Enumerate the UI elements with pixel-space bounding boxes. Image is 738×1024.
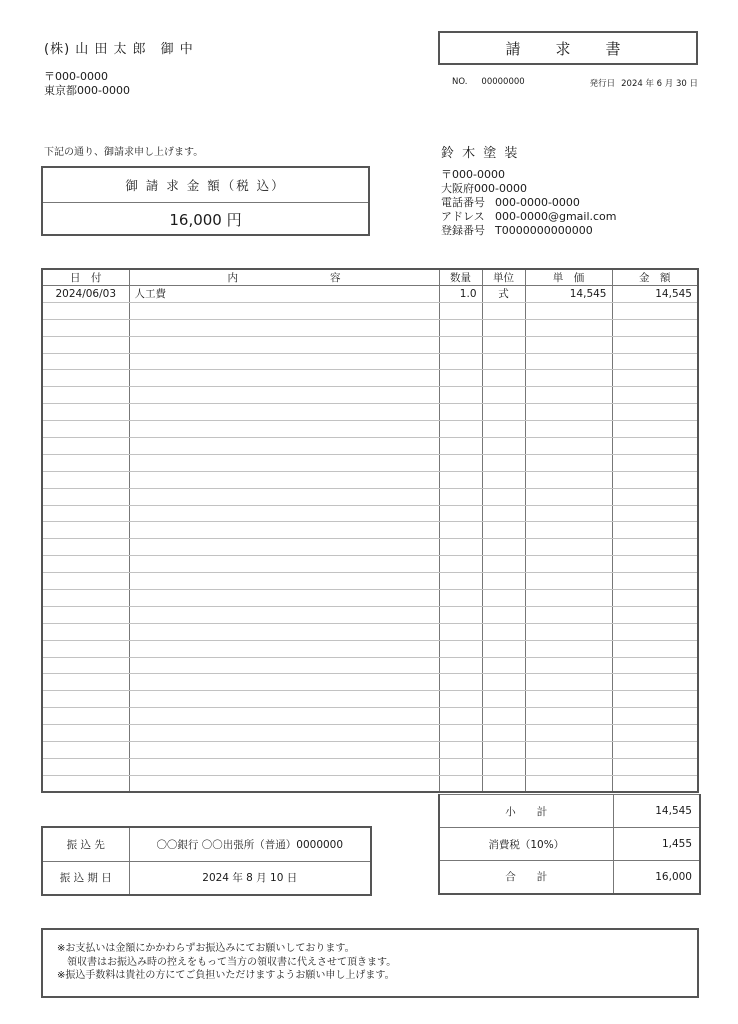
empty-cell <box>439 454 482 471</box>
empty-cell <box>129 606 439 623</box>
total-value: 16,000 <box>613 861 700 894</box>
header-qty: 数量 <box>439 269 482 286</box>
empty-cell <box>42 302 129 319</box>
empty-cell <box>612 522 698 539</box>
empty-cell <box>42 725 129 742</box>
empty-cell <box>482 319 525 336</box>
table-row-empty <box>42 623 698 640</box>
empty-cell <box>42 488 129 505</box>
total-label: 合 計 <box>439 861 613 894</box>
table-row-empty <box>42 640 698 657</box>
empty-cell <box>42 758 129 775</box>
empty-cell <box>482 522 525 539</box>
table-row-empty <box>42 438 698 455</box>
empty-cell <box>525 725 612 742</box>
empty-cell <box>129 742 439 759</box>
bank-due-row <box>42 861 371 895</box>
empty-cell <box>129 421 439 438</box>
table-row-empty <box>42 302 698 319</box>
totals-table <box>438 794 701 895</box>
empty-cell <box>482 454 525 471</box>
empty-cell <box>612 539 698 556</box>
empty-cell <box>525 370 612 387</box>
sender-name: 鈴 木 塗 装 <box>441 146 520 161</box>
table-row-empty <box>42 404 698 421</box>
empty-cell <box>129 319 439 336</box>
sender-address: 大阪府000-0000 <box>441 182 527 195</box>
amount-box <box>41 166 370 236</box>
empty-cell <box>612 657 698 674</box>
empty-cell <box>42 606 129 623</box>
reg-label: 登録番号 <box>441 224 485 237</box>
table-row-empty <box>42 590 698 607</box>
empty-cell <box>129 691 439 708</box>
header-price: 単 価 <box>525 269 612 286</box>
empty-cell <box>129 488 439 505</box>
cell-qty: 1.0 <box>439 286 482 303</box>
empty-cell <box>439 522 482 539</box>
empty-cell <box>439 674 482 691</box>
empty-cell <box>525 336 612 353</box>
empty-cell <box>42 674 129 691</box>
empty-cell <box>525 302 612 319</box>
empty-cell <box>129 404 439 421</box>
empty-cell <box>482 421 525 438</box>
table-row-empty <box>42 758 698 775</box>
empty-cell <box>129 590 439 607</box>
sender-reg-row <box>441 224 617 238</box>
empty-cell <box>612 454 698 471</box>
table-row-empty <box>42 336 698 353</box>
empty-cell <box>42 319 129 336</box>
empty-cell <box>129 454 439 471</box>
recipient-address: 東京都000-0000 <box>44 84 130 97</box>
empty-cell <box>482 336 525 353</box>
empty-cell <box>525 590 612 607</box>
empty-cell <box>439 775 482 792</box>
empty-cell <box>42 691 129 708</box>
empty-cell <box>612 471 698 488</box>
empty-cell <box>482 539 525 556</box>
empty-cell <box>482 775 525 792</box>
empty-cell <box>482 404 525 421</box>
empty-cell <box>439 657 482 674</box>
empty-cell <box>612 336 698 353</box>
empty-cell <box>612 775 698 792</box>
empty-cell <box>525 404 612 421</box>
tax-label: 消費税（10%） <box>439 828 613 861</box>
empty-cell <box>525 522 612 539</box>
empty-cell <box>439 539 482 556</box>
note-line: ※振込手数料は貴社の方にてご負担いただけますようお願い申し上げます。 <box>57 970 395 981</box>
empty-cell <box>482 590 525 607</box>
table-row-empty <box>42 742 698 759</box>
table-row-empty <box>42 539 698 556</box>
empty-cell <box>439 336 482 353</box>
empty-cell <box>129 539 439 556</box>
table-header-row <box>42 269 698 286</box>
sender-phone-row <box>441 196 617 210</box>
table-row-empty <box>42 775 698 792</box>
empty-cell <box>42 573 129 590</box>
bank-dest-value: 〇〇銀行 〇〇出張所（普通）0000000 <box>129 827 371 861</box>
bank-dest-label: 振 込 先 <box>66 838 105 851</box>
sender-phone: 000-0000-0000 <box>495 196 580 209</box>
empty-cell <box>42 404 129 421</box>
empty-cell <box>482 505 525 522</box>
empty-cell <box>439 353 482 370</box>
empty-cell <box>525 691 612 708</box>
empty-cell <box>612 387 698 404</box>
cell-unit: 式 <box>482 286 525 303</box>
empty-cell <box>612 353 698 370</box>
empty-cell <box>525 758 612 775</box>
empty-cell <box>439 573 482 590</box>
document-title: 請 求 書 <box>438 31 698 65</box>
table-row-empty <box>42 454 698 471</box>
empty-cell <box>482 758 525 775</box>
empty-cell <box>525 539 612 556</box>
empty-cell <box>525 353 612 370</box>
empty-cell <box>525 505 612 522</box>
empty-cell <box>612 725 698 742</box>
bank-table <box>41 826 372 896</box>
subtotal-row <box>439 795 700 828</box>
empty-cell <box>129 556 439 573</box>
empty-cell <box>525 319 612 336</box>
empty-cell <box>482 353 525 370</box>
empty-cell <box>482 370 525 387</box>
empty-cell <box>42 522 129 539</box>
empty-cell <box>525 708 612 725</box>
empty-cell <box>525 454 612 471</box>
table-row-empty <box>42 505 698 522</box>
issue-date: 2024 年 6 月 30 日 <box>621 79 698 89</box>
empty-cell <box>482 387 525 404</box>
tax-row <box>439 828 700 861</box>
empty-cell <box>129 522 439 539</box>
bank-due-value: 2024 年 8 月 10 日 <box>129 861 371 895</box>
note-line: 領収書はお振込み時の控えをもって当方の領収書に代えさせて頂きます。 <box>57 956 397 968</box>
empty-cell <box>129 353 439 370</box>
table-row-empty <box>42 387 698 404</box>
header-desc-right: 容 <box>330 272 341 284</box>
issue-date-label: 発行日 <box>589 79 616 89</box>
empty-cell <box>525 674 612 691</box>
cell-desc: 人工費 <box>129 286 439 303</box>
empty-cell <box>42 438 129 455</box>
empty-cell <box>439 640 482 657</box>
table-row-empty <box>42 421 698 438</box>
empty-cell <box>129 708 439 725</box>
empty-cell <box>42 353 129 370</box>
header-desc <box>129 269 439 286</box>
note-line: ※お支払いは金額にかかわらずお振込みにてお願いしております。 <box>57 943 355 954</box>
subtotal-value: 14,545 <box>613 795 700 828</box>
empty-cell <box>612 438 698 455</box>
empty-cell <box>42 556 129 573</box>
empty-cell <box>42 742 129 759</box>
empty-cell <box>129 336 439 353</box>
amount-label: 御 請 求 金 額（税 込） <box>43 168 368 203</box>
empty-cell <box>129 438 439 455</box>
empty-cell <box>482 471 525 488</box>
empty-cell <box>525 573 612 590</box>
empty-cell <box>129 471 439 488</box>
table-row-empty <box>42 488 698 505</box>
invoice-number: 00000000 <box>481 77 525 87</box>
empty-cell <box>439 404 482 421</box>
empty-cell <box>612 319 698 336</box>
empty-cell <box>129 623 439 640</box>
empty-cell <box>439 606 482 623</box>
empty-cell <box>129 302 439 319</box>
empty-cell <box>129 725 439 742</box>
empty-cell <box>612 370 698 387</box>
table-row-empty <box>42 606 698 623</box>
empty-cell <box>612 640 698 657</box>
empty-cell <box>439 471 482 488</box>
sender-postal: 〒000-0000 <box>441 168 505 181</box>
empty-cell <box>525 387 612 404</box>
table-row-empty <box>42 556 698 573</box>
empty-cell <box>42 640 129 657</box>
empty-cell <box>525 471 612 488</box>
empty-cell <box>612 556 698 573</box>
recipient-postal: 〒000-0000 <box>44 70 108 83</box>
empty-cell <box>439 438 482 455</box>
empty-cell <box>129 674 439 691</box>
empty-cell <box>439 725 482 742</box>
header-date: 日 付 <box>42 269 129 286</box>
empty-cell <box>525 438 612 455</box>
empty-cell <box>612 573 698 590</box>
empty-cell <box>42 471 129 488</box>
empty-cell <box>439 590 482 607</box>
empty-cell <box>482 488 525 505</box>
empty-cell <box>482 691 525 708</box>
header-desc-left: 内 <box>227 272 238 284</box>
document-meta <box>452 77 698 89</box>
table-row-empty <box>42 353 698 370</box>
empty-cell <box>482 438 525 455</box>
empty-cell <box>129 370 439 387</box>
header-unit: 単位 <box>482 269 525 286</box>
empty-cell <box>482 742 525 759</box>
sender-email-row <box>441 210 617 224</box>
phone-label: 電話番号 <box>441 196 485 209</box>
empty-cell <box>42 775 129 792</box>
table-row-empty <box>42 319 698 336</box>
sender-reg: T0000000000000 <box>495 224 593 237</box>
empty-cell <box>42 454 129 471</box>
empty-cell <box>129 640 439 657</box>
empty-cell <box>42 336 129 353</box>
invoice-number-label: NO. <box>452 77 468 87</box>
empty-cell <box>482 657 525 674</box>
empty-cell <box>525 421 612 438</box>
amount-value: 16,000 円 <box>169 211 242 229</box>
empty-cell <box>439 421 482 438</box>
empty-cell <box>612 606 698 623</box>
empty-cell <box>612 623 698 640</box>
empty-cell <box>439 758 482 775</box>
table-row-empty <box>42 708 698 725</box>
empty-cell <box>42 370 129 387</box>
empty-cell <box>42 539 129 556</box>
empty-cell <box>525 640 612 657</box>
empty-cell <box>612 404 698 421</box>
cell-amount: 14,545 <box>612 286 698 303</box>
empty-cell <box>42 505 129 522</box>
empty-cell <box>612 302 698 319</box>
email-label: アドレス <box>441 210 485 223</box>
empty-cell <box>129 657 439 674</box>
empty-cell <box>482 708 525 725</box>
empty-cell <box>42 421 129 438</box>
bank-due-label: 振 込 期 日 <box>42 861 129 895</box>
empty-cell <box>612 488 698 505</box>
empty-cell <box>612 421 698 438</box>
empty-cell <box>129 775 439 792</box>
empty-cell <box>612 674 698 691</box>
empty-cell <box>129 387 439 404</box>
intro-text: 下記の通り、御請求申し上げます。 <box>44 147 204 158</box>
tax-value: 1,455 <box>613 828 700 861</box>
table-row-empty <box>42 725 698 742</box>
empty-cell <box>129 758 439 775</box>
empty-cell <box>525 606 612 623</box>
empty-cell <box>612 691 698 708</box>
empty-cell <box>439 691 482 708</box>
empty-cell <box>129 573 439 590</box>
empty-cell <box>439 488 482 505</box>
total-row <box>439 861 700 894</box>
empty-cell <box>482 573 525 590</box>
empty-cell <box>42 590 129 607</box>
empty-cell <box>482 302 525 319</box>
empty-cell <box>525 556 612 573</box>
bank-dest-row <box>42 827 371 861</box>
empty-cell <box>482 623 525 640</box>
subtotal-label: 小 計 <box>439 795 613 828</box>
empty-cell <box>525 488 612 505</box>
empty-cell <box>129 505 439 522</box>
empty-cell <box>439 623 482 640</box>
empty-cell <box>482 556 525 573</box>
empty-cell <box>612 590 698 607</box>
table-row-empty <box>42 522 698 539</box>
table-row-empty <box>42 657 698 674</box>
empty-cell <box>439 505 482 522</box>
empty-cell <box>612 742 698 759</box>
recipient-name: (株) 山 田 太 郎 御 中 <box>44 42 194 57</box>
table-row <box>42 286 698 303</box>
table-row-empty <box>42 573 698 590</box>
notes-box <box>41 928 699 998</box>
empty-cell <box>42 623 129 640</box>
empty-cell <box>612 708 698 725</box>
empty-cell <box>42 708 129 725</box>
empty-cell <box>482 725 525 742</box>
table-row-empty <box>42 674 698 691</box>
empty-cell <box>439 302 482 319</box>
table-row-empty <box>42 370 698 387</box>
empty-cell <box>482 674 525 691</box>
empty-cell <box>482 640 525 657</box>
empty-cell <box>42 657 129 674</box>
empty-cell <box>439 556 482 573</box>
empty-cell <box>439 370 482 387</box>
empty-cell <box>439 319 482 336</box>
empty-cell <box>439 387 482 404</box>
items-table <box>41 268 699 793</box>
empty-cell <box>612 505 698 522</box>
header-amount: 金 額 <box>612 269 698 286</box>
sender-details <box>441 168 617 238</box>
empty-cell <box>42 387 129 404</box>
empty-cell <box>482 606 525 623</box>
cell-price: 14,545 <box>525 286 612 303</box>
sender-email: 000-0000@gmail.com <box>495 210 617 223</box>
table-row-empty <box>42 691 698 708</box>
empty-cell <box>525 657 612 674</box>
empty-cell <box>525 623 612 640</box>
empty-cell <box>525 775 612 792</box>
empty-cell <box>439 742 482 759</box>
cell-date: 2024/06/03 <box>42 286 129 303</box>
empty-cell <box>612 758 698 775</box>
empty-cell <box>525 742 612 759</box>
table-row-empty <box>42 471 698 488</box>
empty-cell <box>439 708 482 725</box>
